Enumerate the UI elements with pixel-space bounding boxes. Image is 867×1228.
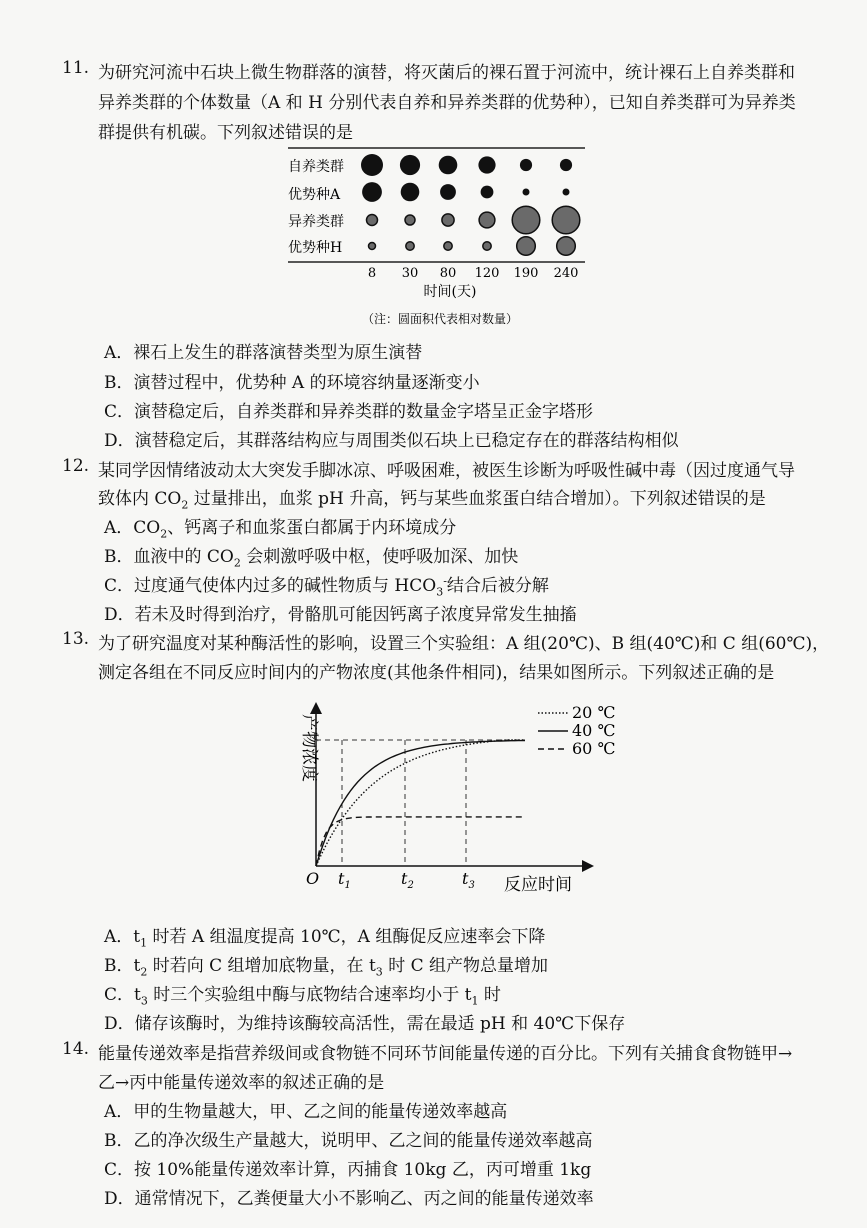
q14-option-d: D．通常情况下，乙粪便量大小不影响乙、丙之间的能量传递效率 xyxy=(104,1189,594,1209)
q13-product-concentration-chart xyxy=(0,700,867,910)
series-line xyxy=(316,740,525,866)
x-tick-labels xyxy=(338,869,475,891)
q12-option-d: D．若未及时得到治疗，骨骼肌可能因钙离子浓度异常发生抽搐 xyxy=(104,605,577,625)
bubble xyxy=(405,215,415,225)
x-tick-label: $t_3$ xyxy=(462,869,475,891)
bubble xyxy=(401,183,420,202)
guide-lines xyxy=(316,740,525,866)
x-tick-label: $t_2$ xyxy=(401,869,414,891)
bubble xyxy=(478,156,495,173)
bubble xyxy=(442,214,454,226)
bubble-grid xyxy=(361,154,580,255)
y-axis-label: 产物浓度 xyxy=(299,714,319,782)
q14-option-b: B．乙的净次级生产量越大，说明甲、乙之间的能量传递效率越高 xyxy=(104,1131,593,1151)
bubble xyxy=(520,159,532,171)
q11-stem-line1: 为研究河流中石块上微生物群落的演替，将灭菌后的裸石置于河流中，统计裸石上自养类群和 xyxy=(98,63,795,83)
q11-option-a: A．裸石上发生的群落演替类型为原生演替 xyxy=(104,343,423,363)
time-tick-labels xyxy=(368,266,579,281)
q14-option-a: A．甲的生物量越大，甲、乙之间的能量传递效率越高 xyxy=(104,1102,508,1122)
q12-number: 12. xyxy=(62,456,90,476)
q11-bubble-figure xyxy=(0,140,867,340)
bubble xyxy=(517,237,536,256)
bubble xyxy=(557,237,576,256)
q11-option-c: C．演替稳定后，自养类群和异养类群的数量金字塔呈正金字塔形 xyxy=(104,402,594,422)
bubble xyxy=(563,189,570,196)
time-tick-label: 30 xyxy=(401,266,419,281)
q12-stem-line1: 某同学因情绪波动太大突发手脚冰凉、呼吸困难，被医生诊断为呼吸性碱中毒（因过度通气导 xyxy=(98,461,795,481)
series-line xyxy=(316,741,525,867)
bubble xyxy=(400,155,420,175)
q14-number: 14. xyxy=(62,1039,90,1059)
q11-option-d: D．演替稳定后，其群落结构应与周围类似石块上已稳定存在的群落结构相似 xyxy=(104,431,679,451)
q14-option-c: C．按 10%能量传递效率计算，丙捕食 10kg 乙，丙可增重 1kg xyxy=(104,1160,592,1180)
time-tick-label: 80 xyxy=(439,266,457,281)
series-curves xyxy=(316,740,525,866)
bubble xyxy=(512,206,540,234)
q11-stem-line2: 异养类群的个体数量（A 和 H 分别代表自养和异养类群的优势种），已知自养类群可为异养类 xyxy=(98,93,796,113)
row-label-heterotroph: 异养类群 xyxy=(288,214,344,230)
x-axis-label: 反应时间 xyxy=(504,875,572,895)
bubble xyxy=(369,243,376,250)
bubble xyxy=(560,159,572,171)
q11-stem-line3: 群提供有机碳。下列叙述错误的是 xyxy=(98,123,353,143)
legend-label: 40 ℃ xyxy=(572,721,616,740)
q13-option-a: A．$t_1$ 时若 A 组温度提高 10℃，A 组酶促反应速率会下降 xyxy=(104,927,546,950)
bubble xyxy=(406,242,414,250)
legend-label: 20 ℃ xyxy=(572,703,616,722)
q11-number: 11. xyxy=(62,58,90,78)
bubble xyxy=(439,156,458,175)
time-tick-label: 120 xyxy=(474,266,500,281)
bubble xyxy=(479,212,495,228)
q13-option-c: C．$t_3$ 时三个实验组中酶与底物结合速率均小于 $t_1$ 时 xyxy=(104,985,501,1008)
q13-number: 13. xyxy=(62,629,90,649)
q12-option-b: B．血液中的 $CO_2$ 会刺激呼吸中枢，使呼吸加深、加快 xyxy=(104,547,519,570)
bubble xyxy=(523,189,530,196)
q11-option-b: B．演替过程中，优势种 A 的环境容纳量逐渐变小 xyxy=(104,373,480,393)
figure-note: （注：圆面积代表相对数量） xyxy=(361,312,519,326)
time-tick-label: 8 xyxy=(367,266,377,281)
bubble xyxy=(367,215,378,226)
bubble xyxy=(361,154,383,176)
q13-option-d: D．储存该酶时，为维持该酶较高活性，需在最适 pH 和 40℃下保存 xyxy=(104,1014,626,1034)
q13-stem-line2: 测定各组在不同反应时间内的产物浓度(其他条件相同)，结果如图所示。下列叙述正确的是 xyxy=(98,663,775,683)
legend-label: 60 ℃ xyxy=(572,739,616,758)
q14-stem-line1: 能量传递效率是指营养级间或食物链不同环节间能量传递的百分比。下列有关捕食食物链甲→ xyxy=(98,1044,793,1064)
q13-option-b: B．$t_2$ 时若向 C 组增加底物量，在 $t_3$ 时 C 组产物总量增加 xyxy=(104,956,549,979)
bubble xyxy=(481,186,494,199)
bubble xyxy=(440,184,456,200)
row-label-autotroph: 自养类群 xyxy=(288,159,344,175)
chart-legend xyxy=(538,703,615,758)
time-tick-label: 190 xyxy=(513,266,539,281)
bubble xyxy=(362,182,382,202)
row-label-dominant-h: 优势种H xyxy=(288,240,343,256)
bubble xyxy=(552,206,580,234)
q12-option-a: A．$CO_2$、钙离子和血浆蛋白都属于内环境成分 xyxy=(104,518,457,541)
bubble xyxy=(483,242,491,250)
q14-stem-line2: 乙→丙中能量传递效率的叙述正确的是 xyxy=(98,1073,385,1093)
q13-stem-line1: 为了研究温度对某种酶活性的影响，设置三个实验组：A 组(20℃)、B 组(40℃)和 C 组(60℃)， xyxy=(98,634,830,654)
series-line xyxy=(316,817,525,866)
q12-option-c: C．过度通气使体内过多的碱性物质与 $HCO_3^-$结合后被分解 xyxy=(104,574,549,599)
time-tick-label: 240 xyxy=(553,266,579,281)
origin-label: O xyxy=(306,869,320,888)
q12-stem-line2: 致体内 $CO_2$ 过量排出，血浆 pH 升高，钙与某些血浆蛋白结合增加）。下列叙述错误的是 xyxy=(98,489,766,512)
row-label-dominant-a: 优势种A xyxy=(288,187,341,203)
bubble xyxy=(444,242,452,250)
x-tick-label: $t_1$ xyxy=(338,869,351,891)
time-axis-label: 时间(天) xyxy=(423,284,477,300)
